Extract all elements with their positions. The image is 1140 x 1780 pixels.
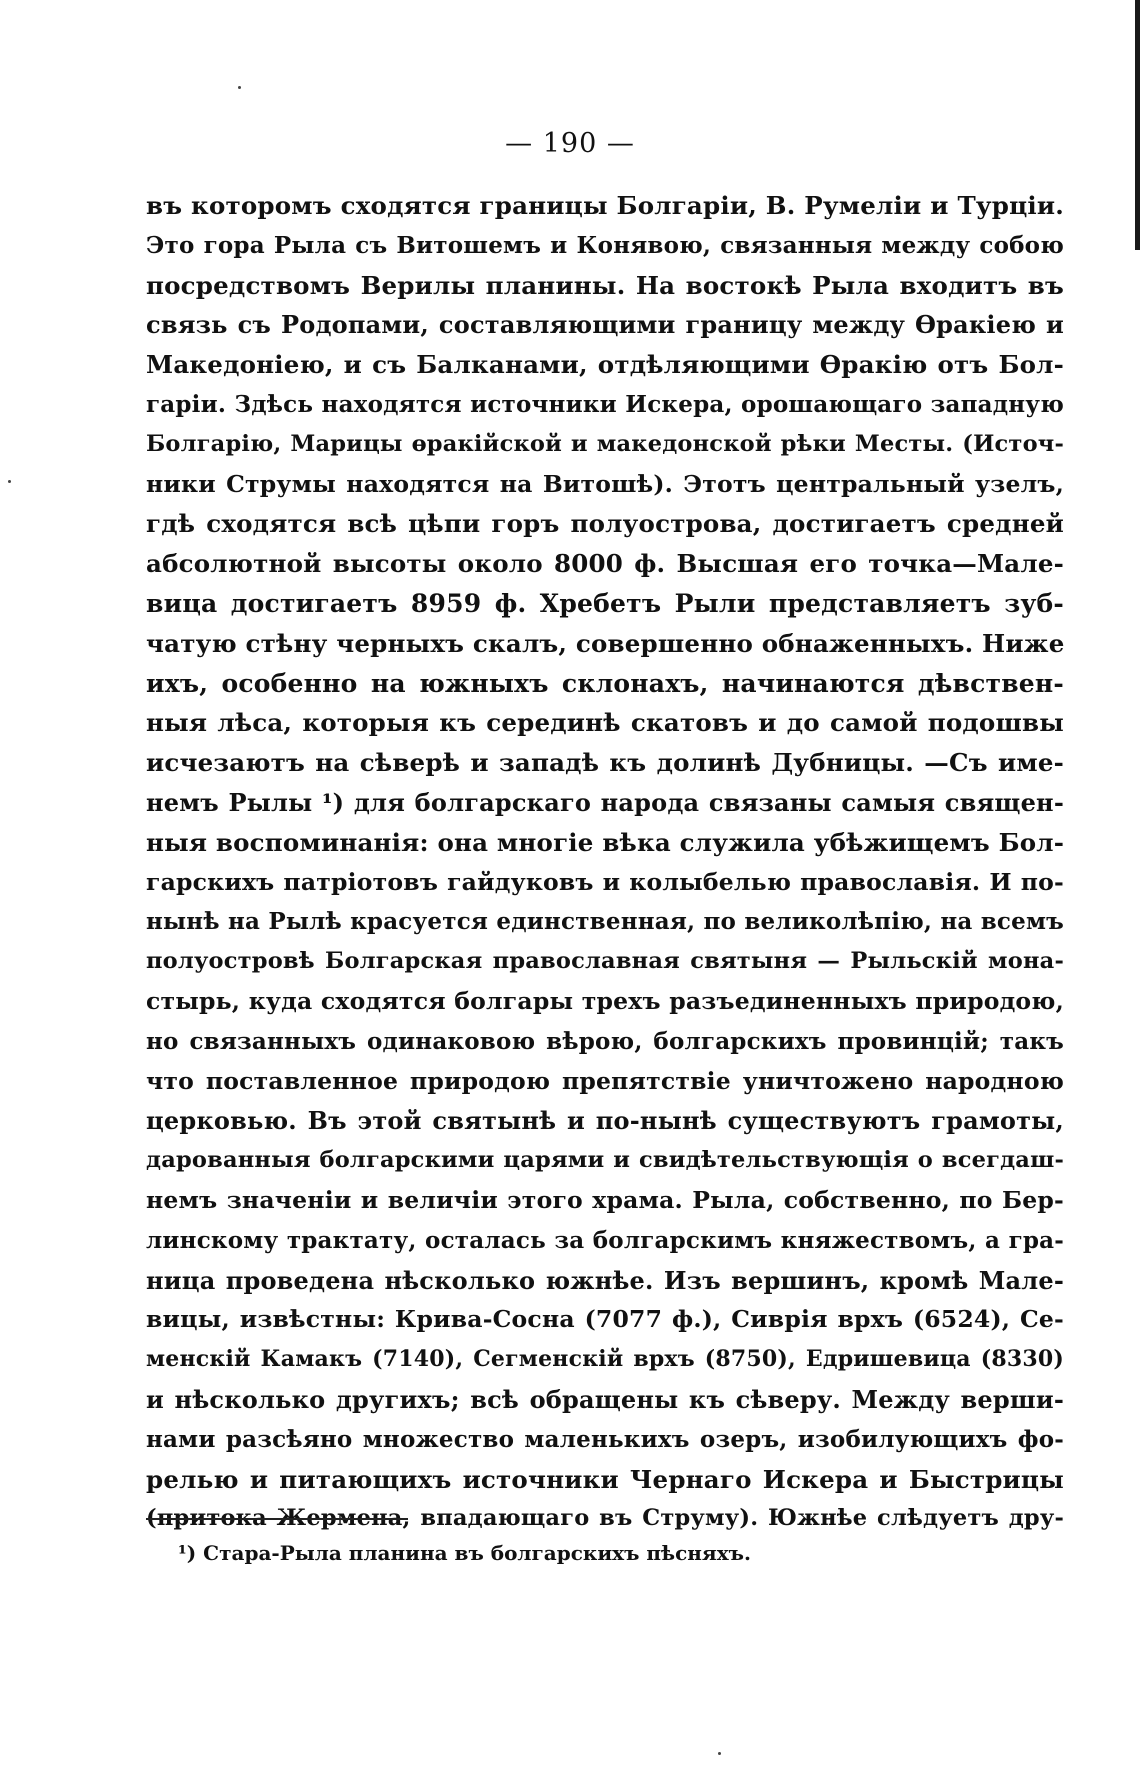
scan-speck [718,1752,721,1755]
text-line: абсолютной высоты около 8000 ф. Высшая его точка—Мале- [146,549,1064,579]
page-number: — 190 — [505,128,635,159]
text-line: вицы, извѣстны: Крива-Сосна (7077 ф.), Сиврія врхъ (6524), Се- [146,1305,1064,1334]
text-line: нынѣ на Рылѣ красуется единственная, по великолѣпію, на всемъ [146,908,1064,936]
page-edge-shadow [1135,0,1140,250]
text-line: ники Струмы находятся на Витошѣ). Этотъ центральный узелъ, [146,469,1064,498]
text-line: что поставленное природою препятствіе уничтожено народною [146,1066,1064,1095]
text-line: Это гора Рыла съ Витошемъ и Конявою, связанныя между собою [146,231,1064,259]
text-line: полуостровѣ Болгарская православная святыня — Рыльскій мона- [146,948,1064,975]
footnote: ¹) Стара-Рыла планина въ болгарскихъ пѣсняхъ. [178,1541,751,1565]
footnote-divider [146,1518,408,1520]
text-line: стырь, куда сходятся болгары трехъ разъединенныхъ природою, [146,986,1064,1015]
text-line: ныя воспоминанія: она многіе вѣка служила убѣжищемъ Бол- [146,827,1065,857]
text-line: посредствомъ Верилы планины. На востокѣ Рыла входитъ въ [146,270,1064,300]
text-line: церковью. Въ этой святынѣ и по-нынѣ существуютъ грамоты, [146,1106,1064,1136]
body-text [146,186,1064,1539]
text-line: ихъ, особенно на южныхъ склонахъ, начинаются дѣвствен- [146,668,1064,698]
text-line: нами разсѣяно множество маленькихъ озеръ, изобилующихъ фо- [146,1425,1064,1453]
scan-speck [8,480,11,483]
text-line: гаріи. Здѣсь находятся источники Искера, орошающаго западную [146,390,1064,418]
text-line: дарованныя болгарскими царями и свидѣтельствующія о всегдаш- [146,1147,1064,1174]
text-line: линскому трактату, осталась за болгарскимъ княжествомъ, а гра- [146,1226,1064,1254]
text-line: гдѣ сходятся всѣ цѣпи горъ полуострова, достигаетъ средней [146,509,1064,539]
text-line: Македоніею, и съ Балканами, отдѣляющими Өракію отъ Бол- [146,350,1064,380]
text-line: вица достигаетъ 8959 ф. Хребетъ Рыли представляетъ зуб- [146,588,1064,618]
text-line: ница проведена нѣсколько южнѣе. Изъ вершинъ, кромѣ Мале- [146,1265,1064,1295]
text-line: связь съ Родопами, составляющими границу между Өракіею и [146,310,1064,340]
text-line: (притока Жермена, впадающаго въ Струму). Южнѣе слѣдуетъ дру- [146,1505,1064,1532]
text-line: гарскихъ патріотовъ гайдуковъ и колыбелью православія. И по- [146,867,1064,896]
text-line: немъ значеніи и величіи этого храма. Рыла, собственно, по Бер- [146,1185,1064,1214]
text-line: менскій Камакъ (7140), Сегменскій врхъ (8750), Едришевица (8330) [146,1346,1064,1373]
text-line: Болгарію, Марицы өракійской и македонской рѣки Месты. (Источ- [146,430,1064,457]
text-line: и нѣсколько другихъ; всѣ обращены къ сѣверу. Между верши- [146,1384,1064,1414]
text-line: релью и питающихъ источники Чернаго Искера и Быстрицы [146,1464,1064,1494]
text-line: чатую стѣну черныхъ скалъ, совершенно обнаженныхъ. Ниже [146,628,1065,658]
scan-speck [238,86,241,89]
text-line: въ которомъ сходятся границы Болгаріи, В. Румеліи и Турціи. [146,191,1064,220]
text-line: но связанныхъ одинаковою вѣрою, болгарскихъ провинцій; такъ [146,1027,1064,1055]
text-line: ныя лѣса, которыя къ серединѣ скатовъ и до самой подошвы [146,708,1064,738]
text-line: немъ Рылы ¹) для болгарскаго народа связаны самыя священ- [146,787,1064,817]
text-line: исчезаютъ на сѣверѣ и западѣ къ долинѣ Дубницы. —Съ име- [146,748,1064,778]
